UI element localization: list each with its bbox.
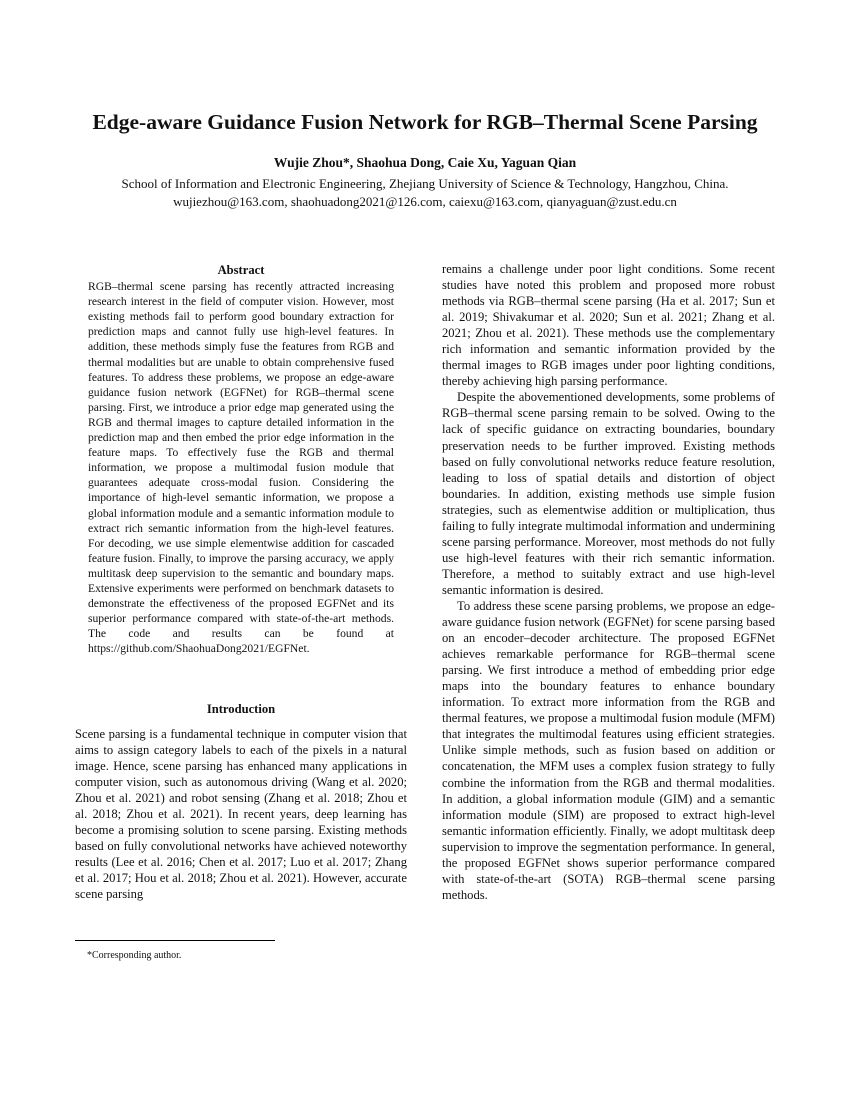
right-column-body bbox=[442, 261, 775, 903]
affiliation: School of Information and Electronic Engineering, Zhejiang University of Science & Technology, Hangzhou, China. bbox=[121, 176, 729, 191]
abstract-section bbox=[88, 263, 394, 656]
left-column-body bbox=[75, 726, 407, 903]
footnote-divider bbox=[75, 940, 275, 941]
abstract-text: RGB–thermal scene parsing has recently attracted increasing research interest in the field of computer vision. However, most existing methods fail to perform good boundary extraction for prediction maps and cannot fully use high-level features. In addition, these methods simply fuse the features from RGB and thermal modalities but are unable to obtain comprehensive fused features. To address these problems, we propose an edge-aware guidance fusion network (EGFNet) for RGB–thermal scene parsing. First, we introduce a prior edge map generated using the RGB and thermal images to capture detailed information in the prediction map and then embed the prior edge information in the feature maps. To effectively fuse the RGB and thermal information, we propose a multimodal fusion module that guarantees adequate cross-modal fusion. Considering the importance of high-level semantic information, we propose a global information module and a semantic information module to extract rich semantic information from the high-level features. For decoding, we use simple elementwise addition for cascaded feature fusion. Finally, to improve the parsing accuracy, we apply multitask deep supervision to the semantic and boundary maps. Extensive experiments were performed on benchmark datasets to demonstrate the effectiveness of the proposed EGFNet and its superior performance compared with state-of-the-art methods. The code and results can be found at https://github.com/ShaohuaDong2021/EGFNet. bbox=[88, 280, 394, 656]
intro-paragraph: Scene parsing is a fundamental technique in computer vision that aims to assign category labels to each of the pixels in a natural image. Hence, scene parsing has enhanced many applications in computer vision, such as autonomous driving (Wang et al. 2020; Zhou et al. 2021) and robot sensing (Zhang et al. 2018; Zhou et al. 2018; Zhou et al. 2021). In recent years, deep learning has become a promising solution to scene parsing. Existing methods based on fully convolutional networks have achieved noteworthy results (Lee et al. 2016; Chen et al. 2017; Luo et al. 2017; Zhang et al. 2017; Hou et al. 2018; Zhou et al. 2021). However, accurate scene parsing bbox=[75, 727, 407, 902]
footnote: *Corresponding author. bbox=[87, 950, 182, 961]
introduction-heading: Introduction bbox=[206, 702, 276, 716]
intro-paragraph: To address these scene parsing problems, we propose an edge-aware guidance fusion network (EGFNet) for scene parsing based on an encoder–decoder architecture. The proposed EGFNet achieves remarkable performance for RGB–thermal scene parsing. We first introduce a method of embedding prior edge maps into the boundary features to enhance boundary information. To extract more information from the RGB and thermal features, we propose a multimodal fusion module (MFM) that integrates the multimodal features using efficient strategies. Unlike simple methods, such as fusion based on addition or concatenation, the MFM uses a complex fusion strategy to fully combine the information from the RGB and thermal modalities. In addition, a global information module (GIM) and a semantic information module (SIM) are proposed to extract high-level semantic information efficiently. Finally, we adopt multitask deep supervision to improve the segmentation performance. In general, the proposed EGFNet shows superior performance compared with state-of-the-art (SOTA) RGB–thermal scene parsing methods. bbox=[442, 598, 775, 902]
affiliation-block bbox=[0, 175, 850, 211]
author-emails: wujiezhou@163.com, shaohuadong2021@126.com, caiexu@163.com, qianyaguan@zust.edu.cn bbox=[173, 194, 677, 209]
paper-title: Edge-aware Guidance Fusion Network for RGB–Thermal Scene Parsing bbox=[92, 110, 758, 134]
intro-paragraph: Despite the abovementioned developments, some problems of RGB–thermal scene parsing remain to be solved. Owing to the lack of specific guidance on extracting boundaries, boundary preservation needs to be further improved. Existing methods based on fully convolutional networks reduce feature resolution, leading to loss of spatial details and distortion of object boundaries. In addition, existing methods use simple fusion strategies, such as elementwise addition or multiplication, thus failing to fully integrate multimodal information and undermining scene parsing performance. Moreover, most methods do not fully use high-level features with their rich semantic information. Therefore, a method to suitably extract and use high-level semantic information is desired. bbox=[442, 390, 775, 597]
abstract-heading: Abstract bbox=[217, 263, 265, 277]
author-list: Wujie Zhou*, Shaohua Dong, Caie Xu, Yaguan Qian bbox=[273, 155, 577, 170]
intro-paragraph: remains a challenge under poor light conditions. Some recent studies have noted this problem and proposed more robust methods via RGB–thermal scene parsing (Ha et al. 2017; Sun et al. 2019; Shivakumar et al. 2020; Sun et al. 2021; Zhang et al. 2021; Zhou et al. 2021). These methods use the complementary rich information and semantic information provided by the thermal images to RGB images under poor lighting conditions, thereby achieving high parsing performance. bbox=[442, 262, 775, 389]
